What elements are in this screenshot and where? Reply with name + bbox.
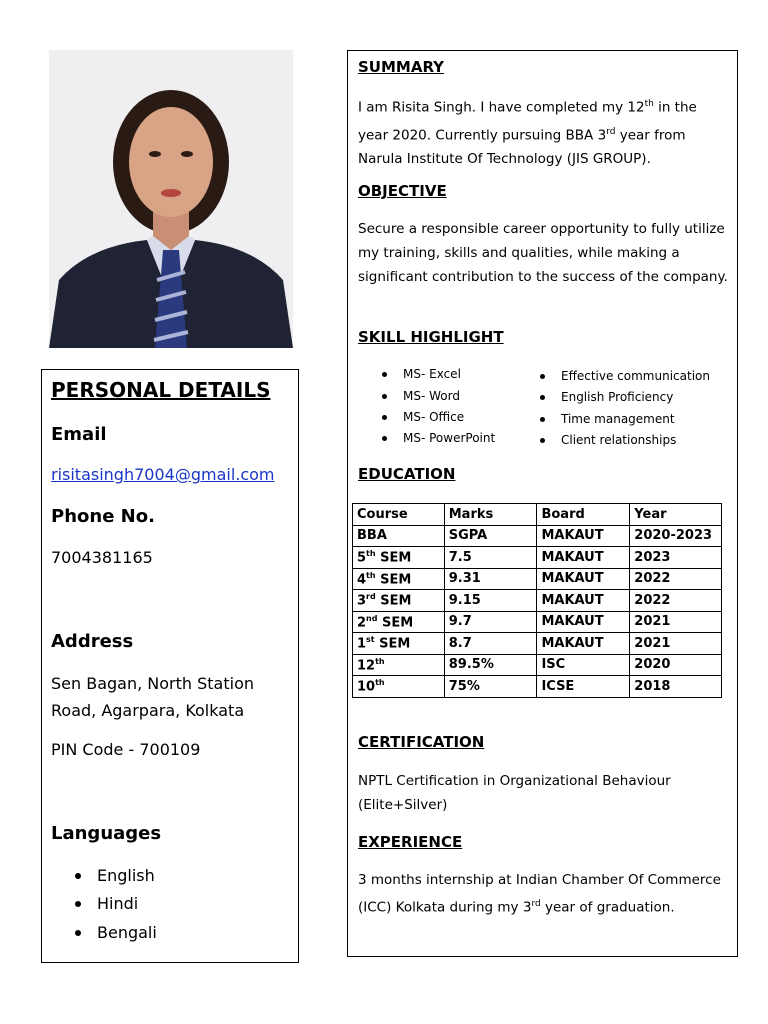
year-cell: 2022	[630, 590, 722, 612]
bullet-icon	[382, 415, 387, 420]
marks-cell: 8.7	[444, 633, 537, 655]
table-header-row	[353, 504, 722, 526]
bullet-icon	[75, 930, 81, 936]
skill-item: MS- Office	[382, 410, 464, 424]
column-header: Board	[537, 504, 630, 526]
skill-item: Effective communication	[540, 369, 710, 383]
course-cell: 4th SEM	[353, 568, 445, 590]
bullet-icon	[382, 394, 387, 399]
language-item: Hindi	[75, 894, 138, 913]
table-row	[353, 568, 722, 590]
phone-value: 7004381165	[51, 548, 153, 567]
personal-details-heading: PERSONAL DETAILS	[51, 378, 271, 402]
education-table	[352, 503, 722, 698]
language-item: English	[75, 866, 155, 885]
table-row	[353, 611, 722, 633]
board-cell: ICSE	[537, 676, 630, 698]
skill-item: English Proficiency	[540, 390, 673, 404]
year-cell: 2020	[630, 654, 722, 676]
board-cell: MAKAUT	[537, 611, 630, 633]
marks-cell: 7.5	[444, 547, 537, 569]
skill-item: MS- PowerPoint	[382, 431, 495, 445]
profile-photo	[49, 50, 293, 348]
pin-code: PIN Code - 700109	[51, 740, 201, 759]
board-cell: MAKAUT	[537, 525, 630, 547]
table-row	[353, 547, 722, 569]
summary-heading: SUMMARY	[358, 58, 445, 76]
skill-item: Time management	[540, 412, 675, 426]
bullet-icon	[540, 417, 545, 422]
email-link[interactable]: risitasingh7004@gmail.com	[51, 465, 275, 484]
column-header: Course	[353, 504, 445, 526]
course-cell: 10th	[353, 676, 445, 698]
table-row	[353, 676, 722, 698]
marks-cell: 89.5%	[444, 654, 537, 676]
table-row	[353, 525, 722, 547]
table-row	[353, 633, 722, 655]
address-line-2: Road, Agarpara, Kolkata	[51, 701, 245, 720]
bullet-icon	[540, 395, 545, 400]
experience-text: 3 months internship at Indian Chamber Of Commerce (ICC) Kolkata during my 3rd year of graduation.	[358, 872, 721, 916]
skill-item: Client relationships	[540, 433, 676, 447]
certification-text: NPTL Certification in Organizational Behaviour (Elite+Silver)	[358, 773, 671, 813]
skills-heading: SKILL HIGHLIGHT	[358, 328, 504, 346]
experience-heading: EXPERIENCE	[358, 833, 463, 851]
objective-heading: OBJECTIVE	[358, 182, 447, 200]
marks-cell: 9.7	[444, 611, 537, 633]
language-item: Bengali	[75, 923, 157, 942]
column-header: Year	[630, 504, 722, 526]
course-cell: 5th SEM	[353, 547, 445, 569]
column-header: Marks	[444, 504, 537, 526]
course-cell: 1st SEM	[353, 633, 445, 655]
board-cell: MAKAUT	[537, 547, 630, 569]
bullet-icon	[540, 438, 545, 443]
address-line-1: Sen Bagan, North Station	[51, 674, 254, 693]
course-cell: 3rd SEM	[353, 590, 445, 612]
year-cell: 2022	[630, 568, 722, 590]
bullet-icon	[540, 374, 545, 379]
email-label: Email	[51, 424, 107, 445]
bullet-icon	[382, 372, 387, 377]
board-cell: MAKAUT	[537, 568, 630, 590]
certification-heading: CERTIFICATION	[358, 733, 485, 751]
skill-item: MS- Excel	[382, 367, 461, 381]
year-cell: 2021	[630, 611, 722, 633]
marks-cell: SGPA	[444, 525, 537, 547]
objective-text: Secure a responsible career opportunity to fully utilize my training, skills and qualities, while making a significant contribution to the success of the company.	[358, 221, 728, 285]
address-label: Address	[51, 631, 134, 652]
course-cell: 2nd SEM	[353, 611, 445, 633]
year-cell: 2023	[630, 547, 722, 569]
education-heading: EDUCATION	[358, 465, 456, 483]
year-cell: 2018	[630, 676, 722, 698]
bullet-icon	[382, 436, 387, 441]
year-cell: 2021	[630, 633, 722, 655]
board-cell: MAKAUT	[537, 633, 630, 655]
marks-cell: 9.15	[444, 590, 537, 612]
phone-label: Phone No.	[51, 506, 155, 527]
year-cell: 2020-2023	[630, 525, 722, 547]
summary-text: I am Risita Singh. I have completed my 12th in the year 2020. Currently pursuing BBA 3rd year from Narula Institute Of Technology (JIS GROUP).	[358, 99, 697, 167]
bullet-icon	[75, 873, 81, 879]
languages-label: Languages	[51, 823, 162, 844]
table-row	[353, 590, 722, 612]
board-cell: MAKAUT	[537, 590, 630, 612]
board-cell: ISC	[537, 654, 630, 676]
skill-item: MS- Word	[382, 389, 460, 403]
marks-cell: 9.31	[444, 568, 537, 590]
marks-cell: 75%	[444, 676, 537, 698]
table-row	[353, 654, 722, 676]
bullet-icon	[75, 901, 81, 907]
course-cell: BBA	[353, 525, 445, 547]
course-cell: 12th	[353, 654, 445, 676]
